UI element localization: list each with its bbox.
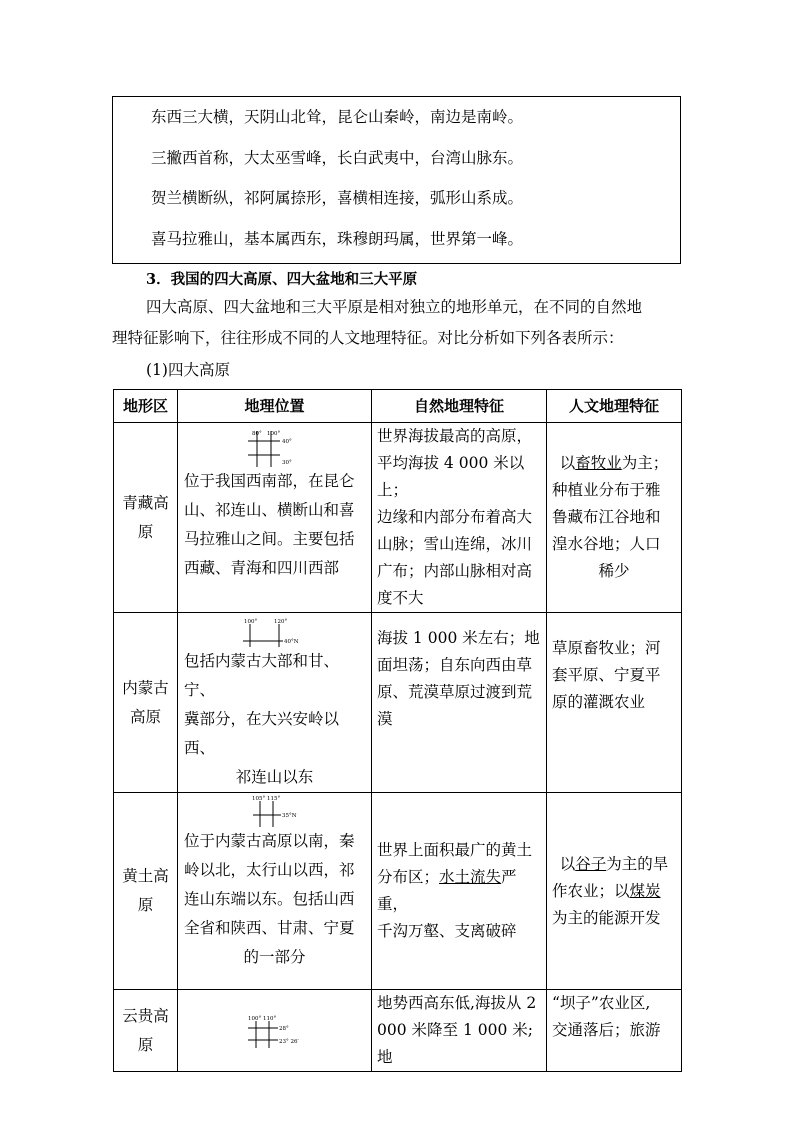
plateau-table bbox=[113, 389, 682, 1072]
natural-cell: 海拔 1 000 米左右；地 面坦荡；自东向西由草 原、荒漠草原过渡到荒 漠 bbox=[372, 613, 547, 793]
natural-cell: 地势西高东低,海拔从 2 000 米降至 1 000 米; 地 bbox=[372, 990, 547, 1072]
map-label: 105° bbox=[252, 796, 266, 802]
table-header-row bbox=[114, 390, 682, 423]
mnemonic-line-2: 三撇西首称，大太巫雪峰，长白武夷中，台湾山脉东。 bbox=[151, 149, 524, 167]
map-label: 110° bbox=[263, 1015, 277, 1022]
location-cell: 80° 100° 40° 30° 位于我国西南部，在昆仑 山、祁连山、横断山和喜 马拉雅山之间。主要包括 西藏、青海和四川西部 bbox=[178, 423, 372, 613]
grid-map-icon bbox=[249, 793, 319, 827]
terrain-name: 内蒙古 高原 bbox=[114, 613, 178, 793]
human-cell: 以谷子为主的旱 作农业；以煤炭 为主的能源开发 bbox=[547, 793, 682, 990]
natural-cell: 世界海拔最高的高原， 平均海拔 4 000 米以上； 边缘和内部分布着高大 山脉；雪山连绵，冰川 广布；内部山脉相对高 度不大 bbox=[372, 423, 547, 613]
mnemonic-line-4: 喜马拉雅山，基本属西东，珠穆朗玛属，世界第一峰。 bbox=[151, 230, 524, 248]
mnemonic-box bbox=[112, 96, 681, 264]
intro-line-2: 理特征影响下，往往形成不同的人文地理特征。对比分析如下列各表所示： bbox=[112, 329, 624, 347]
location-cell: 105° 115° 35°N 位于内蒙古高原以南，秦 岭以北，太行山以西，祁 连山东端以东。包括山西 全省和陕西、甘肃、宁夏 的一部分 bbox=[178, 793, 372, 990]
grid-map-icon bbox=[244, 1014, 324, 1048]
grid-map-icon bbox=[240, 427, 310, 467]
map-label: 28° bbox=[279, 1025, 289, 1032]
header-natural: 自然地理特征 bbox=[372, 390, 547, 423]
section-heading: 3．我国的四大高原、四大盆地和三大平原 bbox=[146, 271, 418, 288]
table-row bbox=[114, 990, 682, 1072]
map-label: 35°N bbox=[282, 813, 297, 819]
map-label: 80° bbox=[251, 431, 262, 437]
map-label: 100° bbox=[248, 1015, 262, 1022]
location-cell bbox=[178, 990, 372, 1072]
header-human: 人文地理特征 bbox=[547, 390, 682, 423]
intro-line-1: 四大高原、四大盆地和三大平原是相对独立的地形单元，在不同的自然地 bbox=[146, 298, 643, 316]
header-terrain: 地形区 bbox=[114, 390, 178, 423]
terrain-name: 青藏高 原 bbox=[114, 423, 178, 613]
subheading: (1)四大高原 bbox=[146, 361, 230, 379]
map-label: 115° bbox=[267, 796, 281, 802]
grid-map-icon bbox=[239, 617, 319, 647]
map-label: 100° bbox=[266, 431, 280, 437]
natural-cell: 世界上面积最广的黄土 分布区；水土流失严重， 千沟万壑、支离破碎 bbox=[372, 793, 547, 990]
map-label: 30° bbox=[281, 460, 292, 466]
table-row bbox=[114, 613, 682, 793]
map-label: 40° bbox=[281, 439, 292, 445]
human-cell: “坝子”农业区, 交通落后；旅游 bbox=[547, 990, 682, 1072]
terrain-name: 云贵高 原 bbox=[114, 990, 178, 1072]
map-label: 23° 26′ bbox=[279, 1038, 299, 1045]
mnemonic-line-3: 贺兰横断纵，祁阿属捺形，喜横相连接，弧形山系成。 bbox=[151, 189, 524, 207]
map-label: 100° bbox=[244, 619, 258, 625]
map-label: 120° bbox=[274, 619, 288, 625]
location-cell: 100° 120° 40°N 包括内蒙古大部和甘、宁、 冀部分，在大兴安岭以西、 祁连山以东 bbox=[178, 613, 372, 793]
table-row bbox=[114, 423, 682, 613]
table-row bbox=[114, 793, 682, 990]
map-label: 40°N bbox=[284, 639, 299, 645]
human-cell: 草原畜牧业；河 套平原、宁夏平 原的灌溉农业 bbox=[547, 613, 682, 793]
terrain-name: 黄土高 原 bbox=[114, 793, 178, 990]
mnemonic-line-1: 东西三大横，天阴山北耸，昆仑山秦岭，南边是南岭。 bbox=[151, 108, 524, 126]
human-cell: 以畜牧业为主； 种植业分布于雅 鲁藏布江谷地和 湟水谷地；人口 稀少 bbox=[547, 423, 682, 613]
header-location: 地理位置 bbox=[178, 390, 372, 423]
